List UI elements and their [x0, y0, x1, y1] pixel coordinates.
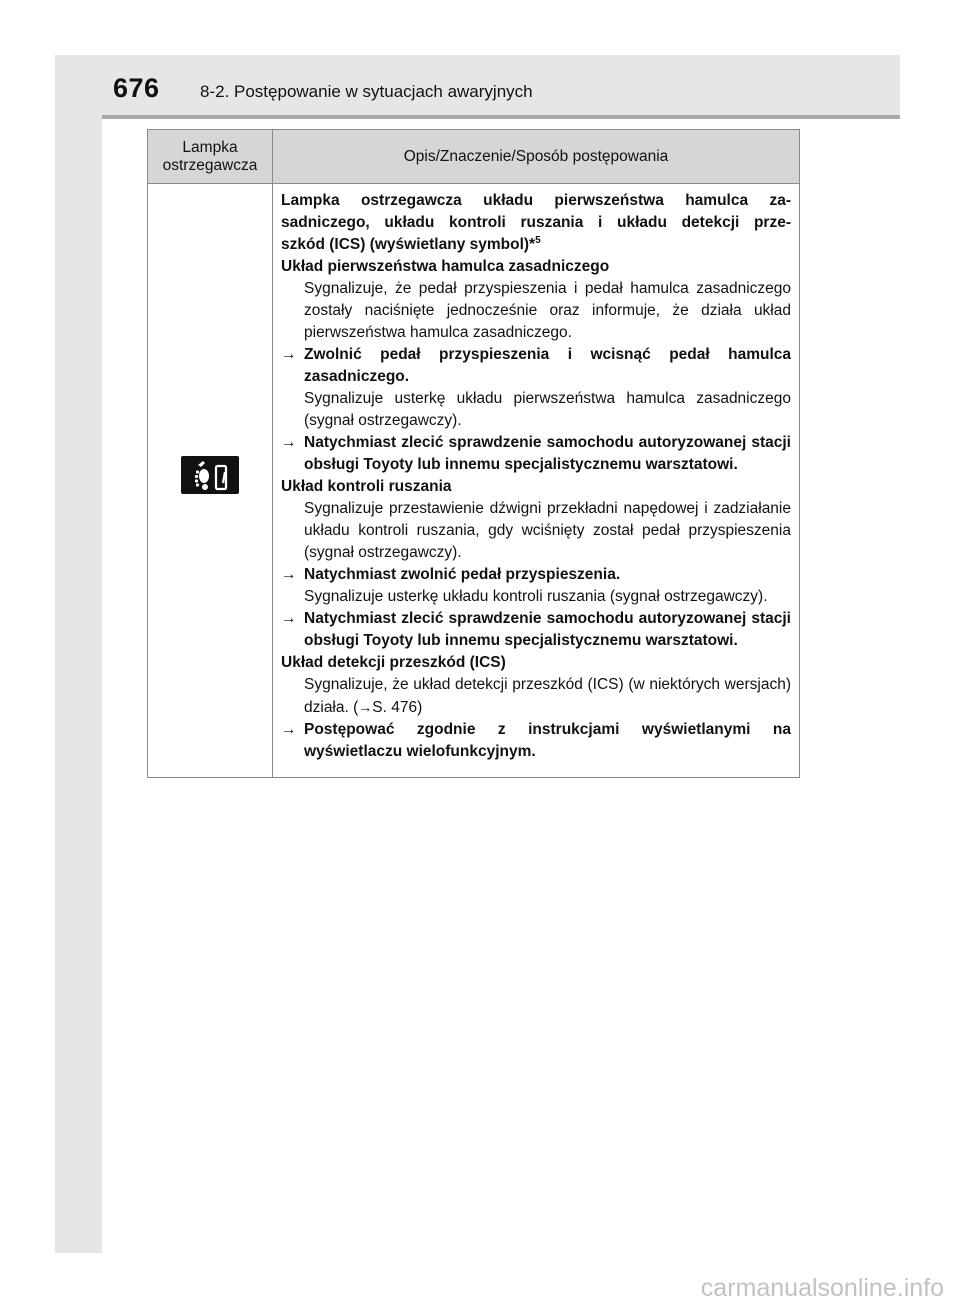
- section-title: 8-2. Postępowanie w sytuacjach awaryjnych: [200, 82, 533, 101]
- section-heading-ics: Układ detekcji przeszkód (ICS): [281, 654, 506, 671]
- col-header-warning-light: [148, 130, 273, 184]
- arrow-icon: →: [281, 566, 297, 583]
- warning-title-line-2: sadniczego, układu kontroli ruszania i układu detekcji prze-: [281, 214, 791, 231]
- action-item: [281, 432, 791, 476]
- page-ref-arrow-icon: →: [358, 699, 373, 715]
- description-cell: [273, 184, 800, 778]
- action-text: Natychmiast zwolnić pedał przyspieszenia.: [304, 566, 621, 583]
- action-text: Postępować zgodnie z instrukcjami wyświetlanymi na wyświetlaczu wielofunkcyjnym.: [304, 721, 791, 760]
- col-header-line-1: Lampka: [182, 138, 238, 156]
- warning-title-line-1: Lampka ostrzegawcza układu pierwszeństwa hamulca za-: [281, 192, 791, 209]
- action-text: Natychmiast zlecić sprawdzenie samochodu autoryzowanej stacji obsługi Toyoty lub innemu specjalistycznemu warsztatowi.: [304, 610, 791, 649]
- col-header-line-2: ostrzegawcza: [162, 156, 258, 174]
- table-header-row: [148, 130, 800, 184]
- action-text: Natychmiast zlecić sprawdzenie samochodu autoryzowanej stacji obsługi Toyoty lub innemu specjalistycznemu warsztatowi.: [304, 434, 791, 473]
- arrow-icon: →: [281, 610, 297, 627]
- section-heading-drive-start-control: Układ kontroli ruszania: [281, 478, 452, 495]
- footnote-marker: 5: [535, 234, 541, 246]
- paragraph-text: Sygnalizuje, że układ detekcji przeszkód (ICS) (w niektórych wersjach) działa. (: [304, 676, 791, 716]
- paragraph: [281, 674, 791, 719]
- paragraph: Sygnalizuje przestawienie dźwigni przekładni napędowej i zadziałanie układu kontroli ruszania, gdy wciśnięty został pedał przyspieszenia (sygnał ostrzegawczy).: [304, 500, 791, 561]
- action-item: [281, 564, 791, 586]
- side-band: [55, 55, 102, 1253]
- warning-light-cell: [148, 184, 273, 778]
- page-number: 676: [113, 73, 160, 103]
- arrow-icon: →: [281, 346, 297, 363]
- section-heading-brake-override: Układ pierwszeństwa hamulca zasadniczego: [281, 258, 610, 275]
- col-header-description: Opis/Znaczenie/Sposób postępowania: [273, 130, 800, 184]
- warning-light-table: [147, 129, 800, 778]
- paragraph: Sygnalizuje usterkę układu kontroli ruszania (sygnał ostrzegawczy).: [304, 588, 768, 605]
- paragraph: Sygnalizuje usterkę układu pierwszeństwa hamulca zasadniczego (sygnał ostrzegawczy).: [304, 390, 791, 429]
- warning-title-text: szkód (ICS) (wyświetlany symbol)*: [281, 236, 536, 253]
- arrow-icon: →: [281, 721, 297, 738]
- action-item: [281, 719, 791, 763]
- table-row: [148, 184, 800, 778]
- page-reference-link[interactable]: S. 476): [372, 699, 423, 716]
- watermark: carmanualsonline.info: [700, 1274, 944, 1302]
- brake-override-warning-icon: [181, 456, 239, 494]
- arrow-icon: →: [281, 434, 297, 451]
- action-item: [281, 608, 791, 652]
- paragraph: Sygnalizuje, że pedał przyspieszenia i pedał hamulca zasadniczego zostały naciśnięte jednocześnie oraz informuje, że działa układ pierwszeństwa hamulca zasadniczego.: [304, 280, 791, 341]
- warning-title-line-3: [281, 234, 791, 256]
- action-text: Zwolnić pedał przyspieszenia i wcisnąć pedał hamulca zasadniczego.: [304, 346, 791, 385]
- action-item: [281, 344, 791, 388]
